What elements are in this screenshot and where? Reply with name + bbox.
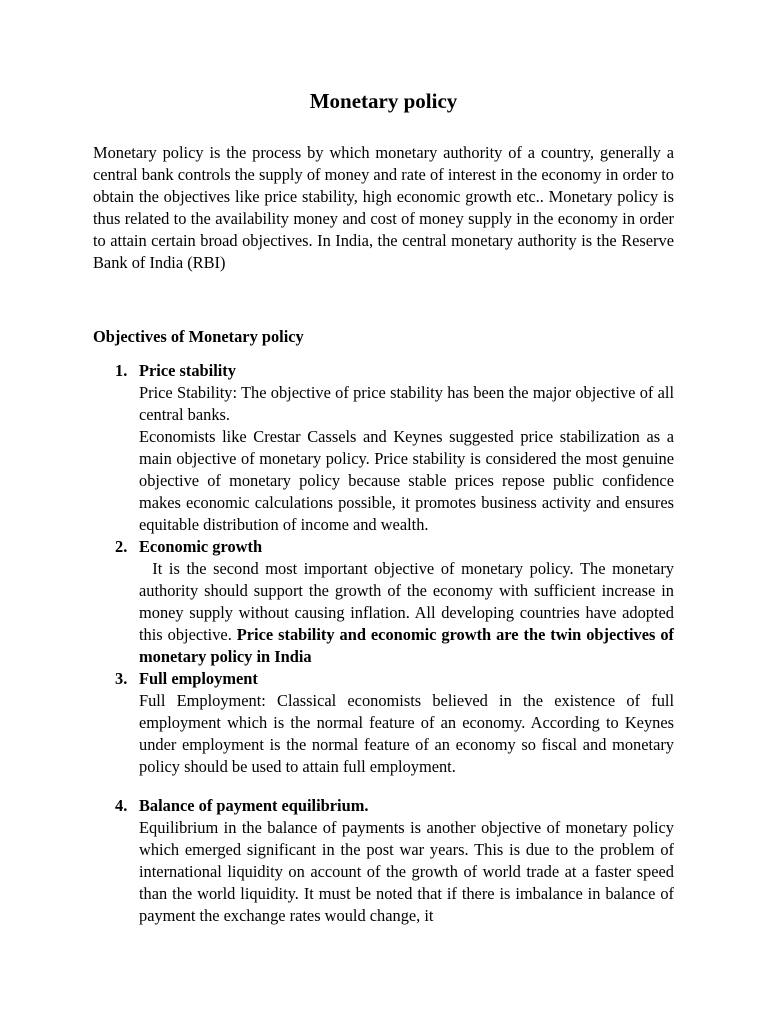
objective-number: 1. xyxy=(115,361,128,380)
objective-number: 4. xyxy=(115,796,128,815)
objective-title: Price stability xyxy=(139,361,236,380)
objectives-list xyxy=(93,360,674,927)
objective-paragraph xyxy=(139,558,674,668)
objective-title: Full employment xyxy=(139,669,258,688)
intro-paragraph: Monetary policy is the process by which monetary authority of a country, generally a central bank controls the supply of money and rate of interest in the economy in order to obtain the objectives like price stability, high economic growth etc.. Monetary policy is thus related to the availability money and cost of money supply in the economy in order to attain certain broad objectives. In India, the central monetary authority is the Reserve Bank of India (RBI) xyxy=(93,143,674,272)
objective-number: 2. xyxy=(115,537,128,556)
objective-paragraph: Full Employment: Classical economists believed in the existence of full employment which is the normal feature of an economy. According to Keynes under employment is the normal feature of an economy so fiscal and monetary policy should be used to attain full employment. xyxy=(139,691,674,776)
objective-economic-growth xyxy=(93,536,674,668)
objective-full-employment xyxy=(93,668,674,778)
objective-price-stability xyxy=(93,360,674,536)
objectives-heading: Objectives of Monetary policy xyxy=(93,327,304,346)
objective-paragraph: Economists like Crestar Cassels and Keynes suggested price stabilization as a main objective of monetary policy. Price stability is considered the most genuine objective of monetary policy because stable prices repose public confidence makes economic calculations possible, it promotes business activity and ensures equitable distribution of income and wealth. xyxy=(139,427,674,534)
objective-paragraph: Equilibrium in the balance of payments is another objective of monetary policy which emerged significant in the post war years. This is due to the problem of international liquidity on account of the growth of world trade at a faster speed than the world liquidity. It must be noted that if there is imbalance in balance of payment the exchange rates would change, it xyxy=(139,818,674,925)
objective-balance-of-payment xyxy=(93,795,674,927)
objective-paragraph: Price Stability: The objective of price stability has been the major objective of all central banks. xyxy=(139,383,674,424)
objective-number: 3. xyxy=(115,669,128,688)
document-title: Monetary policy xyxy=(309,89,458,113)
objective-title: Balance of payment equilibrium. xyxy=(139,796,369,815)
objective-paragraph-emphasis: Price stability and economic growth are the twin objectives of monetary policy in India xyxy=(139,625,674,666)
objective-paragraph-text: It is the second most important objective of monetary policy. The monetary authority should support the growth of the economy with sufficient increase in money supply without causing inflation. All developing countries have adopted this objective. xyxy=(139,559,674,644)
objective-title: Economic growth xyxy=(139,537,263,556)
